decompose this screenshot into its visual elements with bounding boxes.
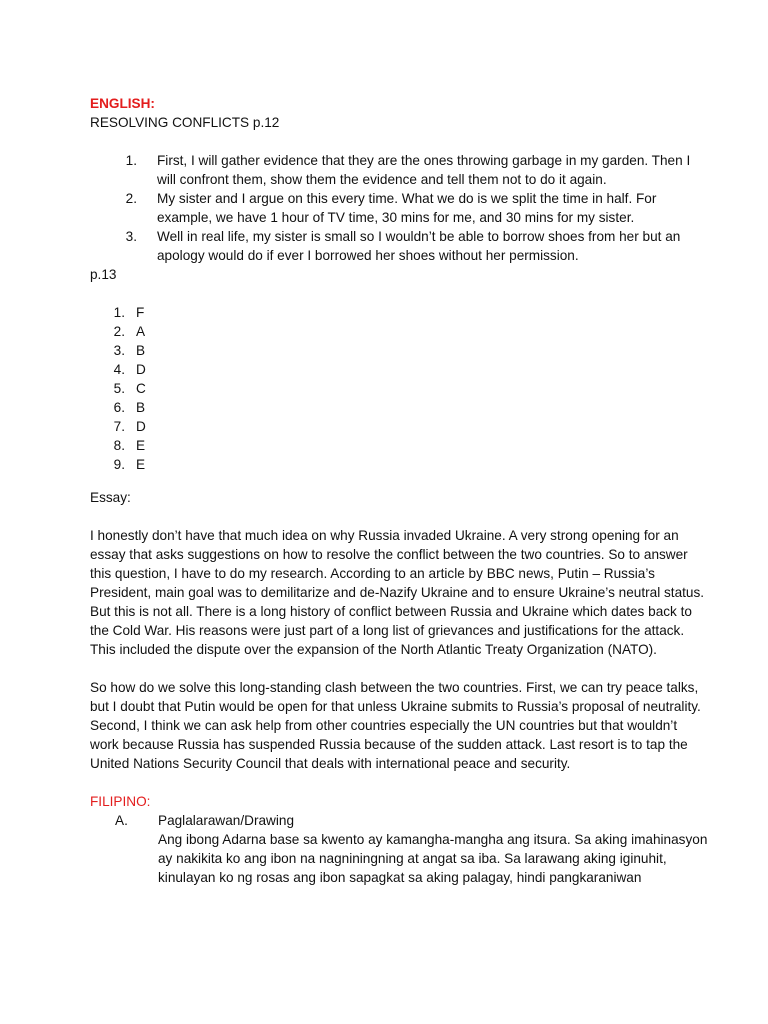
item-number: 8. [113,438,125,453]
filipino-heading: FILIPINO: [90,793,151,809]
answer-letter: B [136,400,146,415]
item-number: 5. [113,381,125,396]
part-body [158,811,708,887]
answer-letter: D [136,362,146,377]
list-item [90,360,708,379]
answer-letter: D [136,419,146,434]
item-number: 1. [113,305,125,320]
item-number: 4. [113,362,125,377]
item-number: 7. [113,419,125,434]
item-text: First, I will gather evidence that they are the ones throwing garbage in my garden. Then I will confront them, show them the evidence and tell them not to do it again. [157,153,691,187]
item-number: 2. [113,324,125,339]
essay-paragraph-2: So how do we solve this long-standing clash between the two countries. First, we can try peace talks, but I doubt that Putin would be open for that unless Ukraine submits to Russia’s proposal of neutrality. Second, I think we can ask help from other countries especially the UN countries but that wouldn’t work because Russia has suspended Russia because of the sudden attack. Last resort is to tap the United Nations Security Council that deals with international peace and security. [90,679,701,771]
list-item [90,417,708,436]
answer-letter: A [136,324,146,339]
p13-answer-list [90,303,708,474]
item-number: 2. [125,191,137,206]
item-number: 6. [113,400,125,415]
answer-letter: F [136,305,145,320]
list-item [90,303,708,322]
list-item [90,322,708,341]
list-item [90,398,708,417]
item-text: Well in real life, my sister is small so I wouldn’t be able to borrow shoes from her but an apology would do if ever I borrowed her shoes without her permission. [157,229,681,263]
answer-letter: C [136,381,146,396]
p13-label: p.13 [90,267,117,282]
list-item [90,189,708,227]
part-title: Paglalarawan/Drawing [158,812,295,828]
list-item [90,455,708,474]
part-text: Ang ibong Adarna base sa kwento ay kamangha-mangha ang itsura. Sa aking imahinasyon ay nakikita ko ang ibon na nagniningning at angat sa iba. Sa larawang aking iginuhit, kinulayan ko ng rosas ang ibon sapagkat sa aking palagay, hindi pangkaraniwan [158,831,708,885]
list-item [90,227,708,265]
english-heading: ENGLISH: [90,96,155,111]
part-letter: A. [115,812,128,828]
item-number: 3. [125,229,137,244]
filipino-part-a [90,811,708,887]
essay-paragraph-1: I honestly don’t have that much idea on why Russia invaded Ukraine. A very strong opening for an essay that asks suggestions on how to resolve the conflict between the two countries. So to answer this question, I have to do my research. According to an article by BBC news, Putin – Russia’s President, main goal was to demilitarize and de-Nazify Ukraine and to ensure Ukraine’s neutral status. But this is not all. There is a long history of conflict between Russia and Ukraine which dates back to the Cold War. His reasons were just part of a long list of grievances and justifications for the attack. This included the dispute over the expansion of the North Atlantic Treaty Organization (NATO). [90,527,705,657]
item-text: My sister and I argue on this every time. What we do is we split the time in half. For example, we have 1 hour of TV time, 30 mins for me, and 30 mins for my sister. [157,191,657,225]
list-item [90,151,708,189]
section-title: RESOLVING CONFLICTS p.12 [90,115,280,130]
essay-label: Essay: [90,489,131,505]
answer-letter: E [136,438,146,453]
list-item [90,379,708,398]
p12-answer-list [90,151,708,265]
answer-letter: E [136,457,146,472]
item-number: 1. [125,153,137,168]
list-item [90,341,708,360]
item-number: 9. [113,457,125,472]
list-item [90,436,708,455]
answer-letter: B [136,343,146,358]
item-number: 3. [113,343,125,358]
